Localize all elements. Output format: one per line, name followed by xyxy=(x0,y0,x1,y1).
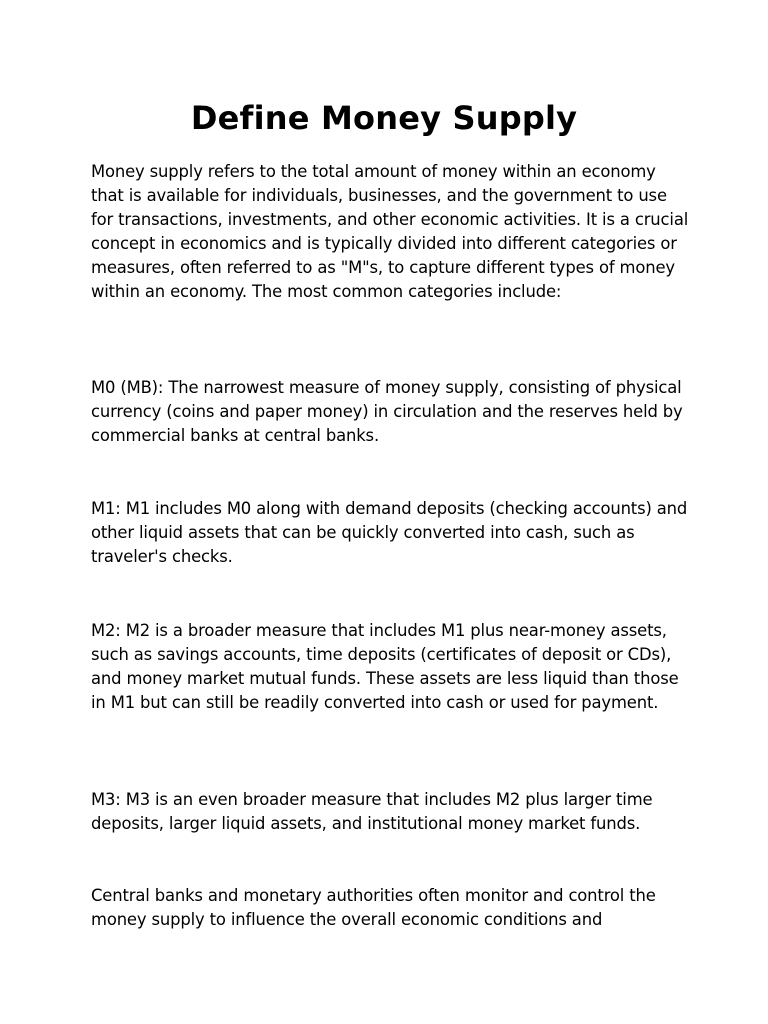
page-title: Define Money Supply xyxy=(190,99,578,137)
central-banks-paragraph: Central banks and monetary authorities often monitor and control the money supply to influence the overall economic conditions and xyxy=(91,886,656,929)
m3-paragraph: M3: M3 is an even broader measure that includes M2 plus larger time deposits, larger liquid assets, and institutional money market funds. xyxy=(91,790,653,833)
m1-paragraph: M1: M1 includes M0 along with demand deposits (checking accounts) and other liquid assets that can be quickly converted into cash, such as traveler's checks. xyxy=(91,499,688,566)
m2-paragraph: M2: M2 is a broader measure that includes M1 plus near-money assets, such as savings accounts, time deposits (certificates of deposit or CDs), and money market mutual funds. These assets are less liquid than those in M1 but can still be readily converted into cash or used for payment. xyxy=(91,621,679,712)
m0-paragraph: M0 (MB): The narrowest measure of money supply, consisting of physical currency (coins and paper money) in circulation and the reserves held by commercial banks at central banks. xyxy=(91,378,683,445)
intro-paragraph: Money supply refers to the total amount of money within an economy that is available for individuals, businesses, and the government to use for transactions, investments, and other economic activities. It is a crucial concept in economics and is typically divided into different categories or measures, often referred to as "M"s, to capture different types of money within an economy. The most common categories include: xyxy=(91,162,689,301)
